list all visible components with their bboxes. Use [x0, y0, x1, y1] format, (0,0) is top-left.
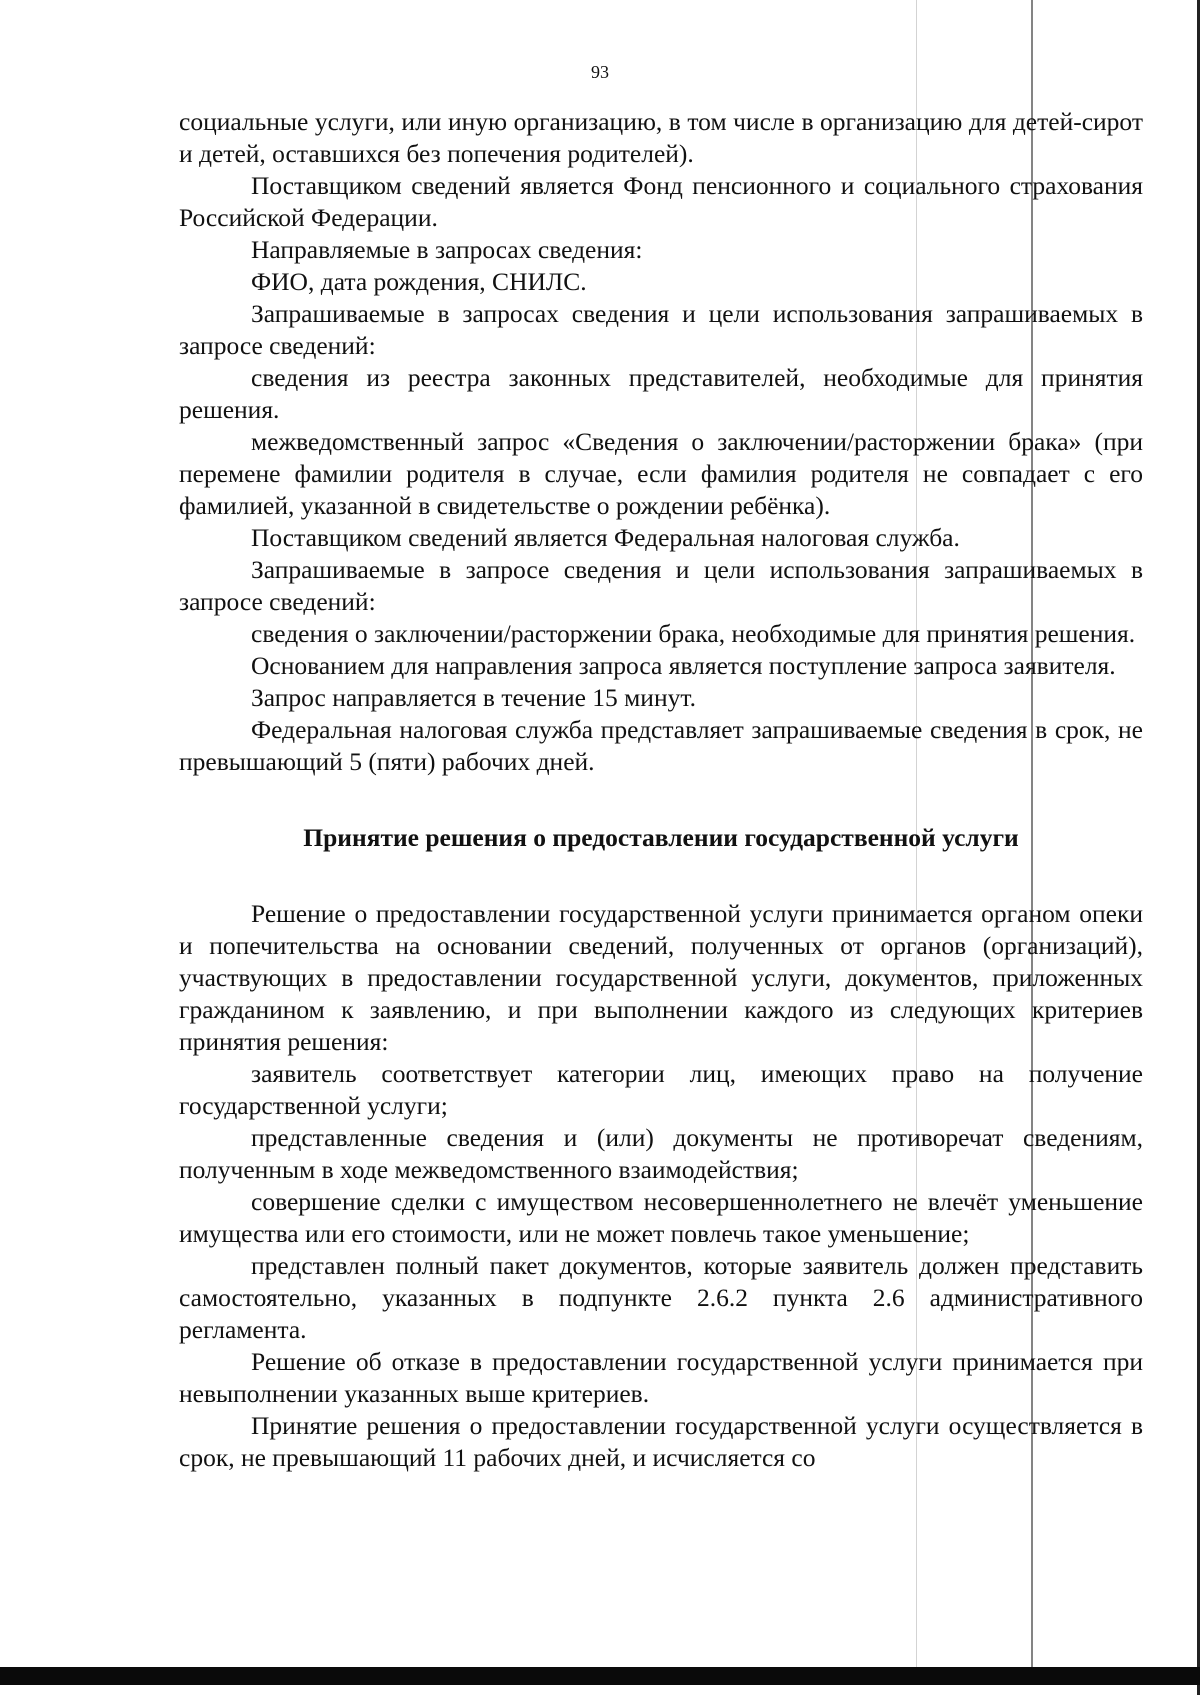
section-before-heading	[179, 106, 1143, 778]
section-heading: Принятие решения о предоставлении государственной услуги	[303, 823, 1019, 852]
paragraph: Решение об отказе в предоставлении государственной услуги принимается при невыполнении указанных выше критериев.	[179, 1347, 1143, 1408]
paragraph: Запрашиваемые в запросе сведения и цели использования запрашиваемых в запросе сведений:	[179, 555, 1143, 616]
paragraph: сведения о заключении/расторжении брака, необходимые для принятия решения.	[251, 619, 1136, 648]
paragraph: Основанием для направления запроса является поступление запроса заявителя.	[251, 651, 1116, 680]
paragraph: Поставщиком сведений является Федеральная налоговая служба.	[251, 523, 960, 552]
paragraph: социальные услуги, или иную организацию, в том числе в организацию для детей-сирот и детей, оставшихся без попечения родителей).	[179, 107, 1143, 168]
paragraph: Запрос направляется в течение 15 минут.	[251, 683, 696, 712]
paragraph: представлен полный пакет документов, которые заявитель должен представить самостоятельно, указанных в подпункте 2.6.2 пункта 2.6 административного регламента.	[179, 1251, 1143, 1344]
paragraph: заявитель соответствует категории лиц, имеющих право на получение государственной услуги;	[179, 1059, 1143, 1120]
paragraph: представленные сведения и (или) документы не противоречат сведениям, полученным в ходе межведомственного взаимодействия;	[179, 1123, 1143, 1184]
paragraph: Запрашиваемые в запросах сведения и цели использования запрашиваемых в запросе сведений:	[179, 299, 1143, 360]
paragraph: Федеральная налоговая служба представляет запрашиваемые сведения в срок, не превышающий 5 (пяти) рабочих дней.	[179, 715, 1143, 776]
document-body	[179, 106, 1143, 1474]
section-after-heading	[179, 898, 1143, 1474]
paragraph: Принятие решения о предоставлении государственной услуги осуществляется в срок, не превышающий 11 рабочих дней, и исчисляется со	[179, 1411, 1143, 1472]
paragraph: сведения из реестра законных представителей, необходимые для принятия решения.	[179, 363, 1143, 424]
scan-bottom-border	[0, 1667, 1200, 1685]
paragraph: Решение о предоставлении государственной услуги принимается органом опеки и попечительства на основании сведений, полученных от органов (организаций), участвующих в предоставлении государственной услуги, документов, приложенных гражданином к заявлению, и при выполнении каждого из следующих критериев принятия решения:	[179, 899, 1143, 1056]
paragraph: межведомственный запрос «Сведения о заключении/расторжении брака» (при перемене фамилии родителя в случае, если фамилия родителя не совпадает с его фамилией, указанной в свидетельстве о рождении ребёнка).	[179, 427, 1143, 520]
paragraph: Поставщиком сведений является Фонд пенсионного и социального страхования Российской Федерации.	[179, 171, 1143, 232]
paragraph: Направляемые в запросах сведения:	[251, 235, 643, 264]
page-number: 93	[591, 62, 609, 82]
paragraph: ФИО, дата рождения, СНИЛС.	[251, 267, 587, 296]
paragraph: совершение сделки с имуществом несовершеннолетнего не влечёт уменьшение имущества или его стоимости, или не может повлечь такое уменьшение;	[179, 1187, 1143, 1248]
